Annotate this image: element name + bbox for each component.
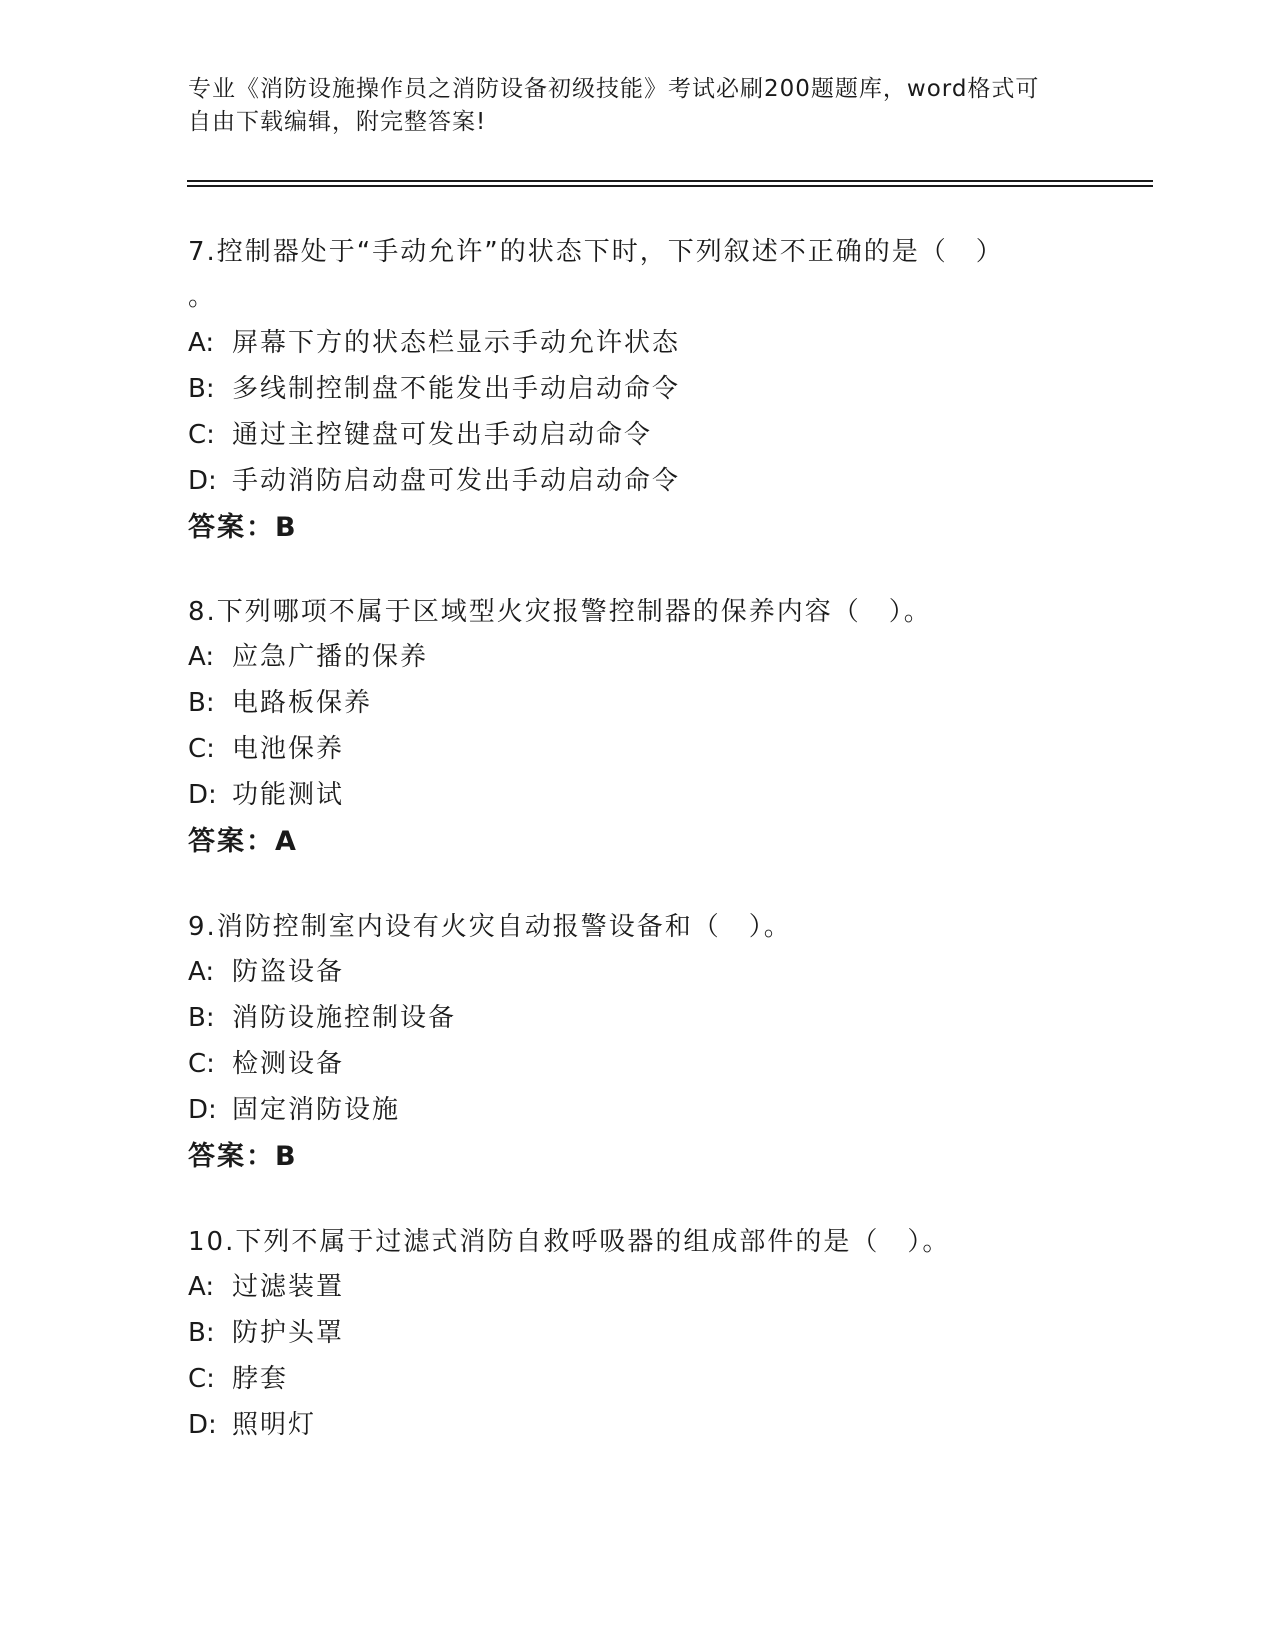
option-d [188,458,1088,504]
option-text: 屏幕下方的状态栏显示手动允许状态 [232,328,681,358]
header-line-2: 自由下载编辑，附完整答案! [188,109,487,135]
answer-line: 答案：B [188,1141,298,1172]
header-divider-bottom [187,185,1153,187]
option-c [188,412,1088,458]
option-text: 多线制控制盘不能发出手动启动命令 [232,374,681,404]
document-header [188,73,1088,139]
option-text: 脖套 [232,1364,289,1394]
option-d [188,1087,1088,1133]
option-letter: B: [188,1318,215,1348]
option-letter: B: [188,1003,215,1033]
option-c [188,1356,1088,1402]
answer-line: 答案：B [188,512,298,543]
option-letter: A: [188,957,215,987]
option-letter: C: [188,420,215,450]
option-text: 手动消防启动盘可发出手动启动命令 [232,466,681,496]
option-letter: D: [188,1410,217,1440]
question-stem: 10.下列不属于过滤式消防自救呼吸器的组成部件的是（ ）。 [188,1227,951,1257]
option-text: 固定消防设施 [232,1095,401,1125]
question-stem: 7.控制器处于“手动允许”的状态下时，下列叙述不正确的是（ ） [188,237,1004,267]
option-letter: D: [188,780,217,810]
option-letter: D: [188,1095,217,1125]
option-a [188,634,1088,680]
question-8 [188,590,1088,866]
option-letter: C: [188,734,215,764]
option-text: 消防设施控制设备 [232,1003,457,1033]
option-c [188,726,1088,772]
question-stem: 9.消防控制室内设有火灾自动报警设备和（ ）。 [188,912,792,942]
question-stem-continuation: 。 [188,282,217,312]
option-b [188,995,1088,1041]
option-c [188,1041,1088,1087]
option-d [188,772,1088,818]
option-d [188,1402,1088,1448]
header-line-1: 专业《消防设施操作员之消防设备初级技能》考试必刷200题题库，word格式可 [188,76,1040,102]
answer-line: 答案：A [188,826,298,857]
header-divider-top [187,180,1153,182]
option-a [188,949,1088,995]
option-letter: B: [188,374,215,404]
option-letter: C: [188,1364,215,1394]
option-letter: A: [188,328,215,358]
option-text: 检测设备 [232,1049,345,1079]
option-letter: C: [188,1049,215,1079]
question-stem: 8.下列哪项不属于区域型火灾报警控制器的保养内容（ ）。 [188,597,932,627]
option-letter: A: [188,642,215,672]
option-text: 过滤装置 [232,1272,345,1302]
option-text: 通过主控键盘可发出手动启动命令 [232,420,653,450]
option-text: 电路板保养 [232,688,373,718]
option-b [188,680,1088,726]
option-text: 防护头罩 [232,1318,345,1348]
option-text: 功能测试 [232,780,345,810]
option-letter: D: [188,466,217,496]
option-b [188,1310,1088,1356]
option-a [188,1264,1088,1310]
option-letter: A: [188,1272,215,1302]
question-7 [188,230,1088,552]
option-text: 应急广播的保养 [232,642,429,672]
option-b [188,366,1088,412]
option-a [188,320,1088,366]
option-text: 防盗设备 [232,957,345,987]
option-letter: B: [188,688,215,718]
option-text: 照明灯 [232,1410,317,1440]
question-9 [188,905,1088,1181]
question-10 [188,1220,1088,1448]
option-text: 电池保养 [232,734,345,764]
